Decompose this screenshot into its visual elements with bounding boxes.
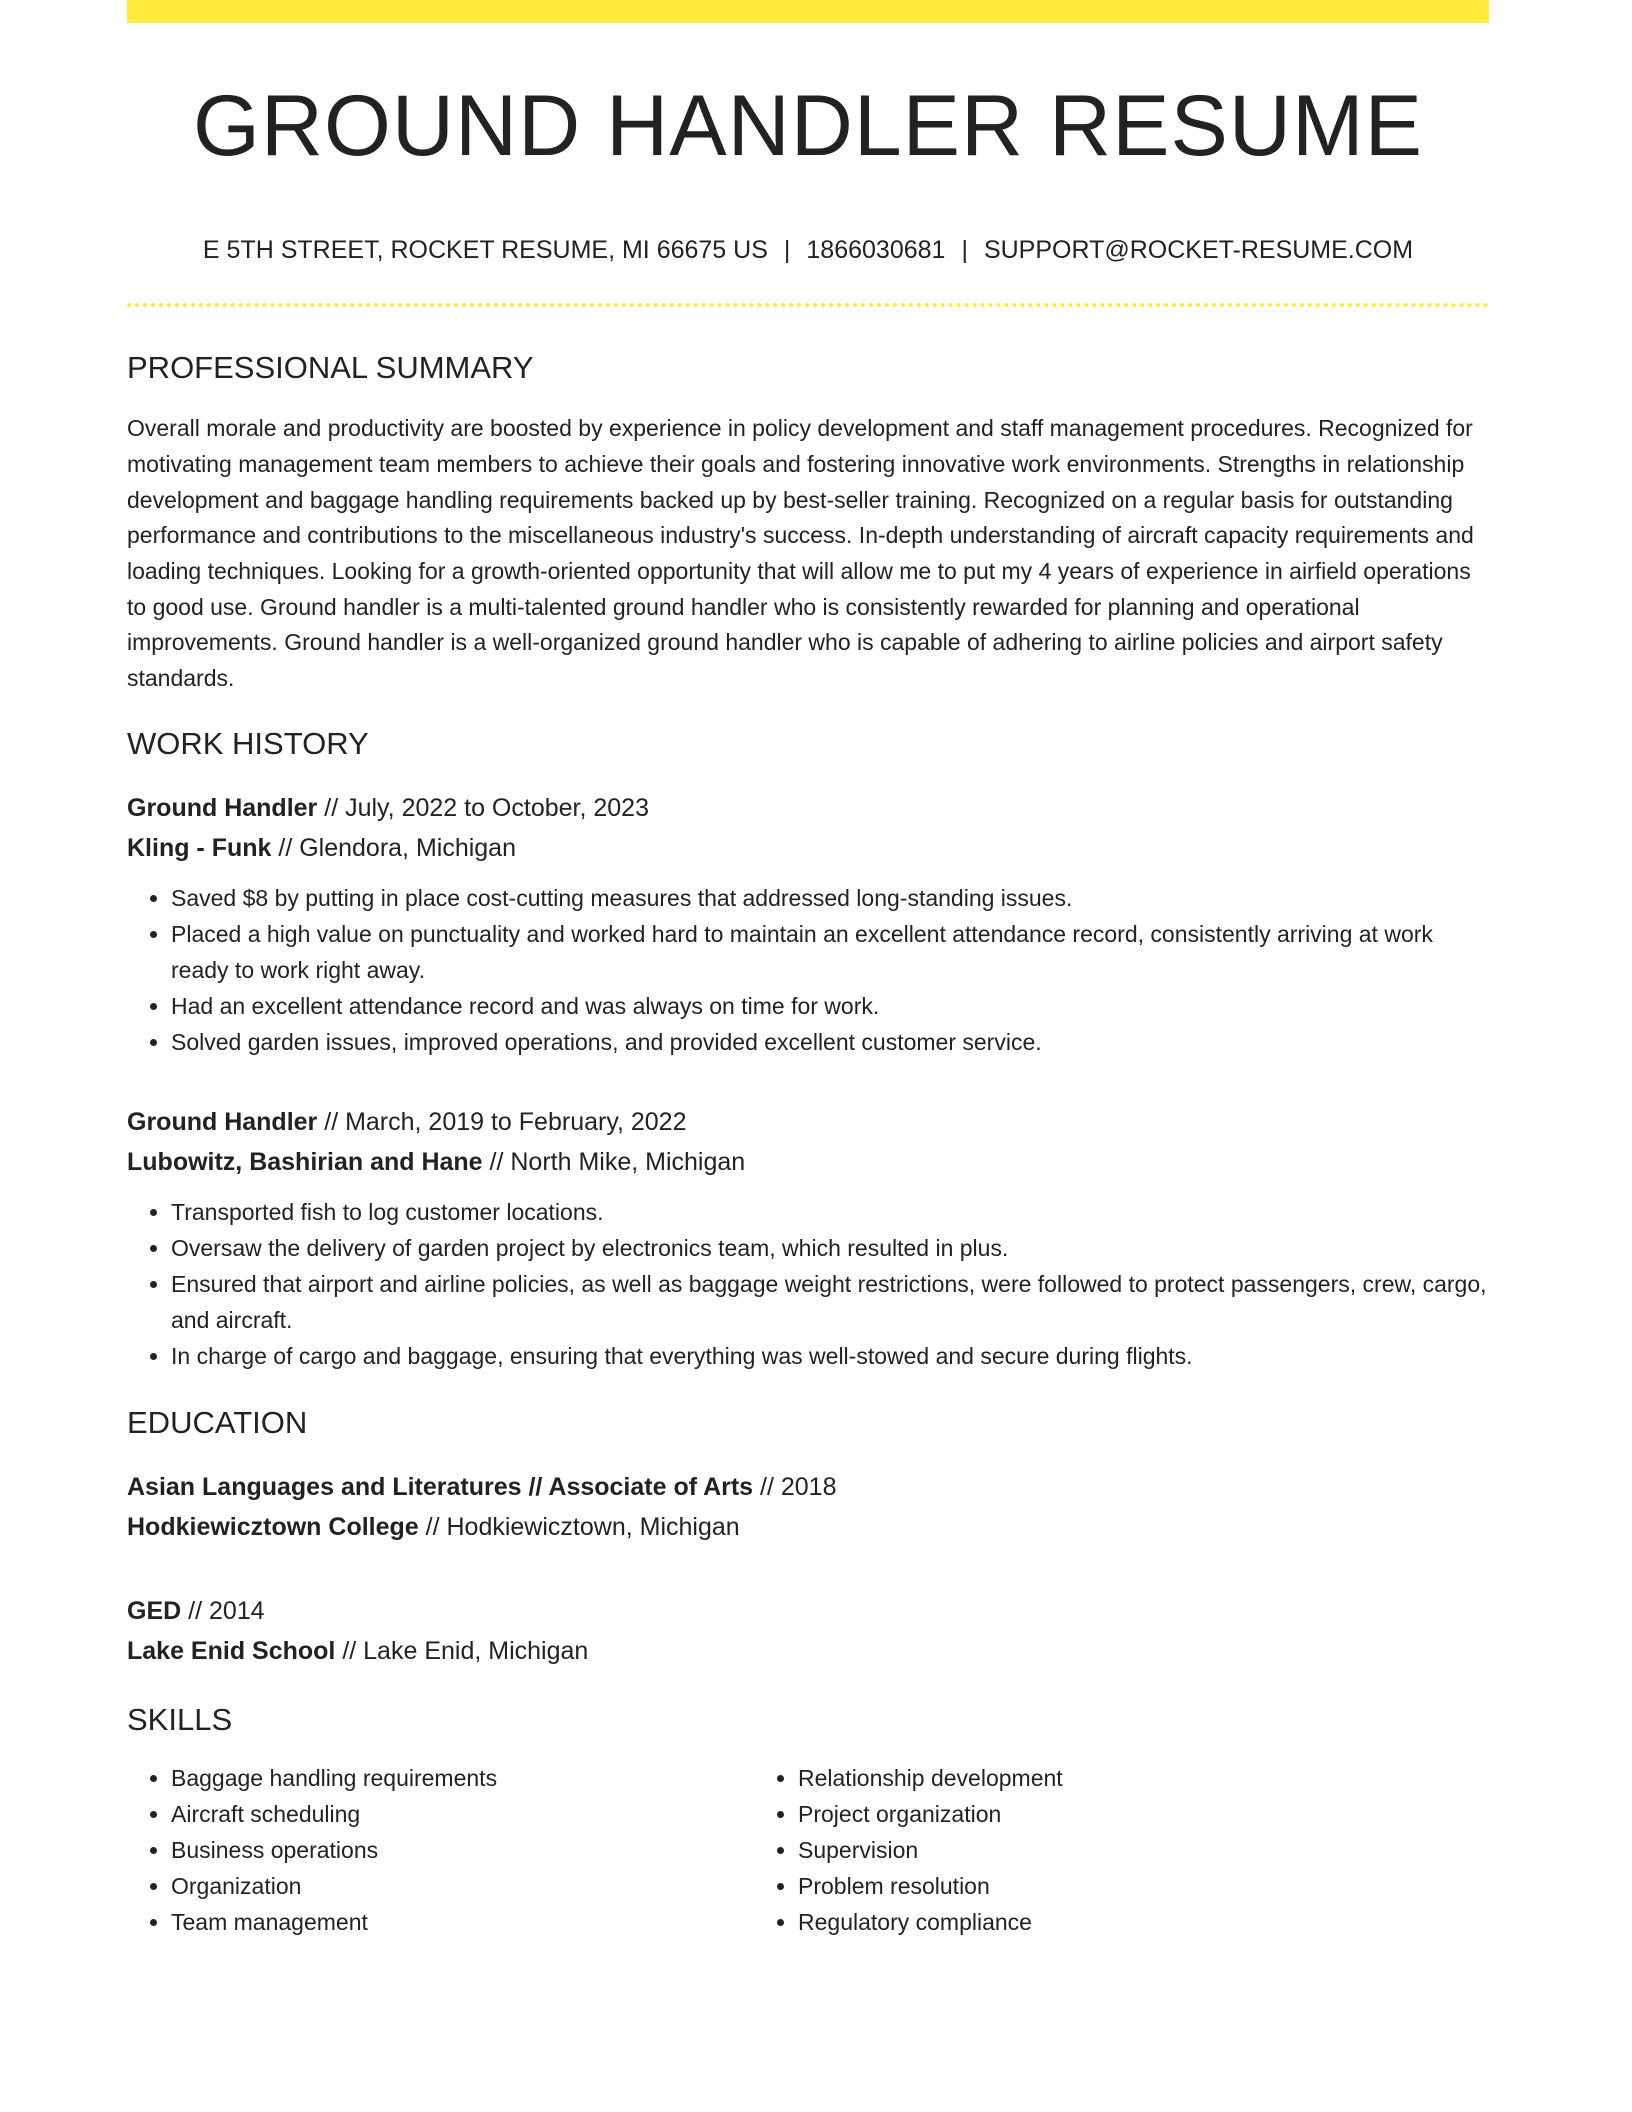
skill-item: • Baggage handling requirements	[171, 1760, 754, 1796]
contact-address: E 5TH STREET, ROCKET RESUME, MI 66675 US	[202, 236, 768, 264]
education-school: Hodkiewicztown College	[127, 1513, 419, 1542]
contact-separator: |	[961, 236, 968, 264]
skills-list-right	[754, 1760, 1489, 1940]
skill-item: • Supervision	[798, 1832, 1489, 1868]
education-year: // 2014	[181, 1597, 265, 1626]
education-location: // Hodkiewicztown, Michigan	[418, 1513, 740, 1542]
job-bullet: • Had an excellent attendance record and was always on time for work.	[171, 988, 1489, 1024]
job-location: // Glendora, Michigan	[271, 834, 516, 862]
job-bullet: • Oversaw the delivery of garden project by electronics team, which resulted in plus.	[171, 1230, 1489, 1266]
skills-heading: SKILLS	[127, 1702, 233, 1738]
job-bullets	[127, 1194, 1489, 1374]
skills-list-left	[127, 1760, 754, 1940]
contact-phone: 1866030681	[806, 236, 946, 264]
job-bullet: • In charge of cargo and baggage, ensuring that everything was well-stowed and secure during flights.	[171, 1338, 1489, 1374]
skill-item: • Problem resolution	[798, 1868, 1489, 1904]
skills-columns	[127, 1760, 1489, 1940]
education-entry	[127, 1467, 1489, 1547]
contact-email: SUPPORT@ROCKET-RESUME.COM	[983, 236, 1414, 264]
job-title-line	[127, 1102, 1489, 1142]
job-bullet: • Transported fish to log customer locations.	[171, 1194, 1489, 1230]
job-company-line	[127, 828, 1489, 868]
job-dates: // March, 2019 to February, 2022	[317, 1108, 687, 1136]
resume-title: GROUND HANDLER RESUME	[193, 78, 1423, 174]
skill-item: • Team management	[171, 1904, 754, 1940]
job-bullet: • Solved garden issues, improved operations, and provided excellent customer service.	[171, 1024, 1489, 1060]
job-bullet: • Saved $8 by putting in place cost-cutting measures that addressed long-standing issues.	[171, 880, 1489, 916]
education-entry	[127, 1591, 1489, 1671]
education-degree-line	[127, 1591, 1489, 1631]
education-degree-line	[127, 1467, 1489, 1507]
job-title-line	[127, 788, 1489, 828]
education-location: // Lake Enid, Michigan	[335, 1637, 589, 1666]
job-company: Kling - Funk	[127, 834, 272, 862]
summary-heading: PROFESSIONAL SUMMARY	[127, 350, 534, 385]
skill-item: • Organization	[171, 1868, 754, 1904]
resume-page	[127, 0, 1489, 1940]
education-school-line	[127, 1507, 1489, 1547]
job-title: Ground Handler	[127, 794, 318, 822]
skill-item: • Regulatory compliance	[798, 1904, 1489, 1940]
education-school: Lake Enid School	[127, 1637, 336, 1666]
education-year: // 2018	[753, 1473, 837, 1502]
job-dates: // July, 2022 to October, 2023	[317, 794, 649, 822]
work-history-heading: WORK HISTORY	[127, 725, 369, 761]
dotted-divider	[127, 303, 1489, 307]
job-entry	[127, 1102, 1489, 1374]
skill-item: • Relationship development	[798, 1760, 1489, 1796]
skill-item: • Project organization	[798, 1796, 1489, 1832]
education-degree: Asian Languages and Literatures // Associate of Arts	[127, 1473, 754, 1502]
contact-separator: |	[783, 236, 791, 264]
education-degree: GED	[127, 1597, 182, 1626]
skill-item: • Business operations	[171, 1832, 754, 1868]
job-company: Lubowitz, Bashirian and Hane	[127, 1148, 483, 1176]
education-school-line	[127, 1631, 1489, 1671]
job-title: Ground Handler	[127, 1108, 318, 1136]
job-company-line	[127, 1142, 1489, 1182]
job-bullet: • Ensured that airport and airline policies, as well as baggage weight restrictions, were followed to protect passengers, crew, cargo, and aircraft.	[171, 1266, 1489, 1338]
top-accent-bar	[127, 0, 1489, 23]
job-location: // North Mike, Michigan	[482, 1148, 746, 1176]
summary-text: Overall morale and productivity are boosted by experience in policy development and staff management procedures. Recognized for motivating management team members to achieve their goals and fostering innovative work environments. Strengths in relationship development and baggage handling requirements backed up by best-seller training. Recognized on a regular basis for outstanding performance and contributions to the miscellaneous industry's success. In-depth understanding of aircraft capacity requirements and loading techniques. Looking for a growth-oriented opportunity that will allow me to put my 4 years of experience in airfield operations to good use. Ground handler is a multi-talented ground handler who is consistently rewarded for planning and operational improvements. Ground handler is a well-organized ground handler who is capable of adhering to airline policies and airport safety standards.	[127, 415, 1474, 692]
contact-line	[127, 235, 1489, 265]
job-bullets	[127, 880, 1489, 1060]
skill-item: • Aircraft scheduling	[171, 1796, 754, 1832]
job-entry	[127, 788, 1489, 1060]
job-bullet: • Placed a high value on punctuality and worked hard to maintain an excellent attendance record, consistently arriving at work ready to work right away.	[171, 916, 1489, 988]
education-heading: EDUCATION	[127, 1405, 308, 1440]
